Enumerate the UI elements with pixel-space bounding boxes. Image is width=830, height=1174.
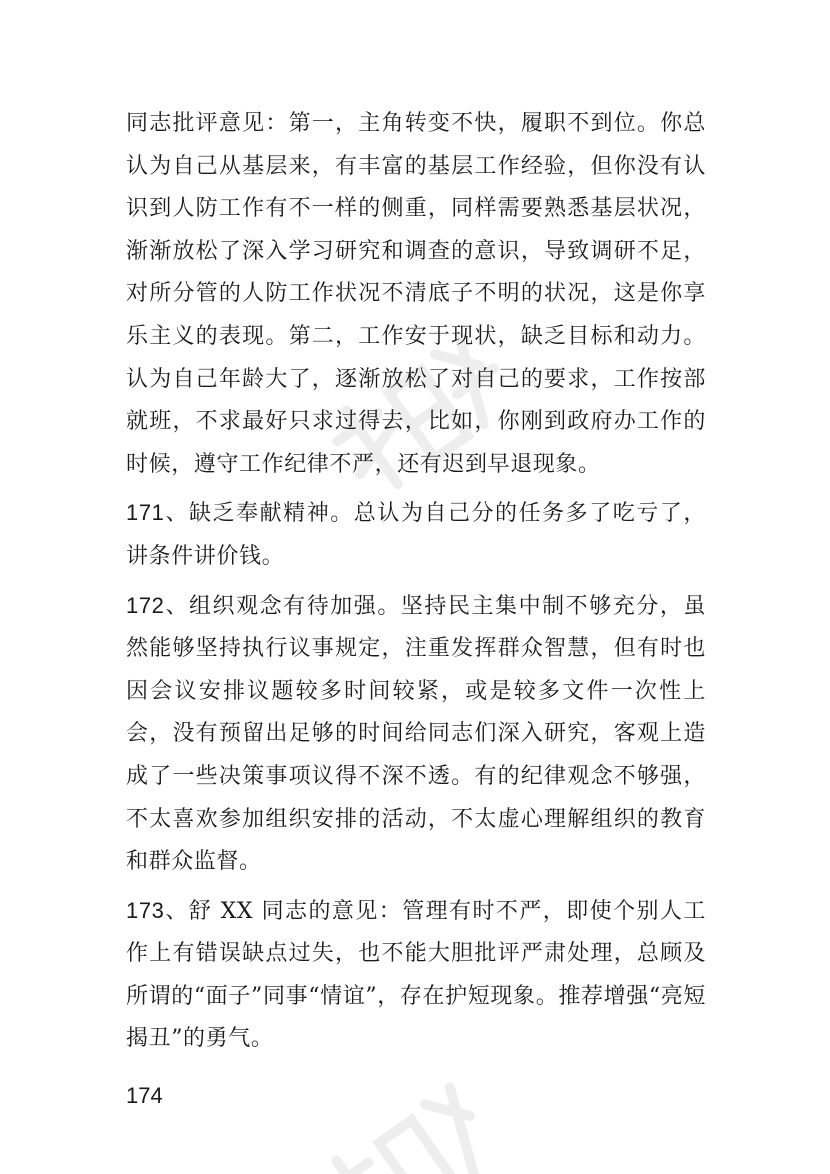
paragraph-text: 、缺乏奉献精神。总认为自己分的任务多了吃亏了，讲条件讲价钱。 [126, 501, 706, 569]
document-body [126, 103, 706, 1118]
paragraph-173 [126, 890, 706, 1061]
item-number: 173 [126, 897, 165, 923]
paragraph-text: 同志批评意见：第一，主角转变不快，履职不到位。你总认为自己从基层来，有丰富的基层工作经验，但你没有认识到人防工作有不一样的侧重，同样需要熟悉基层状况，渐渐放松了深入学习研究和调查的意识，导致调研不足，对所分管的人防工作状况不清底子不明的状况，这是你享乐主义的表现。第二，工作安于现状，缺乏目标和动力。认为自己年龄大了，逐渐放松了对自己的要求，工作按部就班，不求最好只求过得去，比如，你刚到政府办工作的时候，遵守工作纪律不严，还有迟到早退现象。 [126, 111, 706, 477]
paragraph-criticism [126, 103, 706, 486]
item-number: 172 [126, 592, 165, 618]
paragraph-172 [126, 585, 706, 884]
paragraph-text: 、组织观念有待加强。坚持民主集中制不够充分，虽然能够坚持执行议事规定，注重发挥群众智慧，但有时也因会议安排议题较多时间较紧，或是较多文件一次性上会，没有预留出足够的时间给同志们深入研究，客观上造成了一些决策事项议得不深不透。有的纪律观念不够强，不太喜欢参加组织安排的活动，不太虚心理解组织的教育和群众监督。 [126, 593, 706, 875]
paragraph-text: 、舒 XX 同志的意见：管理有时不严，即使个别人工作上有错误缺点过失，也不能大胆批评严肃处理，总顾及所谓的“面子”同事“情谊”，存在护短现象。推荐增强“亮短揭丑”的勇气。 [126, 898, 706, 1052]
item-number: 171 [126, 500, 165, 526]
trailing-item-number: 174 [126, 1083, 163, 1109]
paragraph-171 [126, 492, 706, 578]
